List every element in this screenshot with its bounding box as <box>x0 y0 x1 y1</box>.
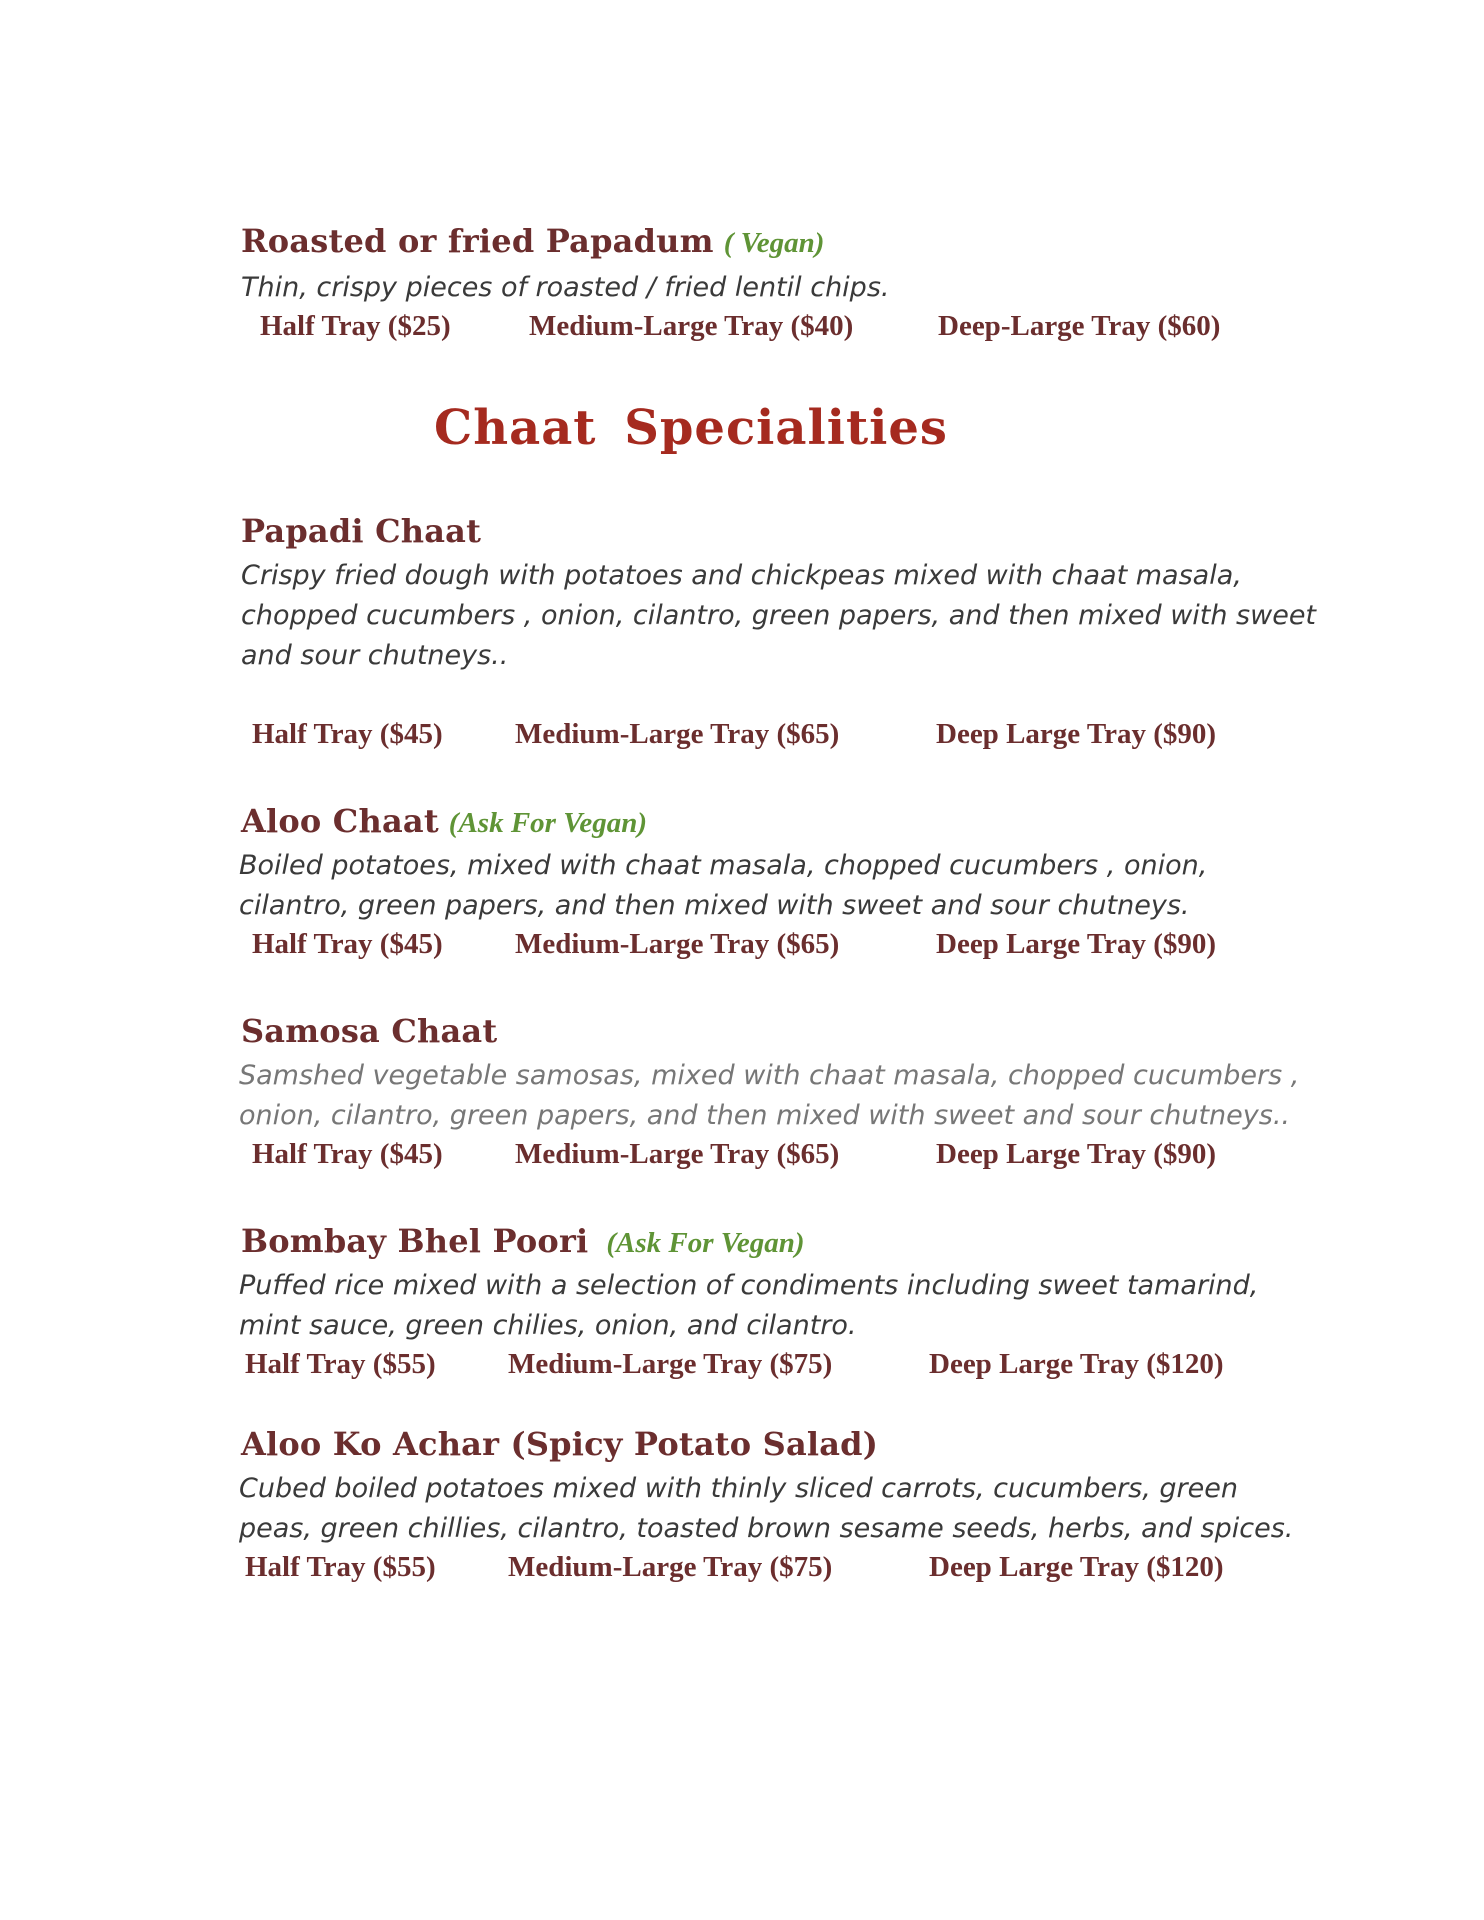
section-heading: Chaat Specialities <box>434 400 948 456</box>
item-description: Crispy fried dough with potatoes and chickpeas mixed with chaat masala, chopped cucumbers , onion, cilantro, green papers, and then mixed with sweet and sour chutneys.. <box>241 560 1317 671</box>
item-description: Thin, crispy pieces of roasted / fried lentil chips. <box>241 272 890 303</box>
vegan-tag: (Ask For Vegan) <box>448 807 647 839</box>
item-name: Aloo Chaat <box>241 802 439 840</box>
price-deep-large-tray: Deep-Large Tray ($60) <box>938 310 1221 342</box>
price-deep-large-tray: Deep Large Tray ($120) <box>929 1348 1224 1380</box>
price-half-tray: Half Tray ($45) <box>252 928 443 960</box>
item-name: Samosa Chaat <box>241 1012 498 1050</box>
price-half-tray: Half Tray ($55) <box>245 1551 436 1583</box>
price-half-tray: Half Tray ($45) <box>252 718 443 750</box>
item-name: Bombay Bhel Poori <box>241 1222 589 1260</box>
price-medium-large-tray: Medium-Large Tray ($75) <box>508 1348 833 1380</box>
price-medium-large-tray: Medium-Large Tray ($75) <box>508 1551 833 1583</box>
price-half-tray: Half Tray ($25) <box>260 310 451 342</box>
menu-item-title <box>241 1222 805 1260</box>
price-medium-large-tray: Medium-Large Tray ($65) <box>515 718 840 750</box>
price-half-tray: Half Tray ($55) <box>245 1348 436 1380</box>
price-medium-large-tray: Medium-Large Tray ($65) <box>515 1138 840 1170</box>
price-deep-large-tray: Deep Large Tray ($90) <box>936 718 1217 750</box>
menu-item-title <box>241 1012 497 1050</box>
vegan-tag: (Ask For Vegan) <box>606 1227 805 1259</box>
price-medium-large-tray: Medium-Large Tray ($65) <box>515 928 840 960</box>
item-name: Aloo Ko Achar (Spicy Potato Salad) <box>241 1425 879 1463</box>
price-medium-large-tray: Medium-Large Tray ($40) <box>529 310 854 342</box>
menu-item-title <box>241 1425 878 1463</box>
vegan-tag: ( Vegan) <box>723 227 825 259</box>
item-description: Cubed boiled potatoes mixed with thinly sliced carrots, cucumbers, green peas, green chillies, cilantro, toasted brown sesame seeds, herbs, and spices. <box>239 1473 1294 1544</box>
item-description: Boiled potatoes, mixed with chaat masala, chopped cucumbers , onion, cilantro, green papers, and then mixed with sweet and sour chutneys. <box>239 850 1208 921</box>
price-deep-large-tray: Deep Large Tray ($90) <box>936 928 1217 960</box>
menu-item-title <box>241 512 481 550</box>
menu-item-title <box>241 802 647 840</box>
price-deep-large-tray: Deep Large Tray ($120) <box>929 1551 1224 1583</box>
item-description: Samshed vegetable samosas, mixed with chaat masala, chopped cucumbers , onion, cilantro, green papers, and then mixed with sweet and sour chutneys.. <box>239 1060 1300 1131</box>
price-half-tray: Half Tray ($45) <box>252 1138 443 1170</box>
item-name: Roasted or fried Papadum <box>241 222 714 260</box>
item-description: Puffed rice mixed with a selection of condiments including sweet tamarind, mint sauce, green chilies, onion, and cilantro. <box>239 1270 1259 1341</box>
item-name: Papadi Chaat <box>241 512 482 550</box>
menu-item-title <box>241 222 824 260</box>
price-deep-large-tray: Deep Large Tray ($90) <box>936 1138 1217 1170</box>
